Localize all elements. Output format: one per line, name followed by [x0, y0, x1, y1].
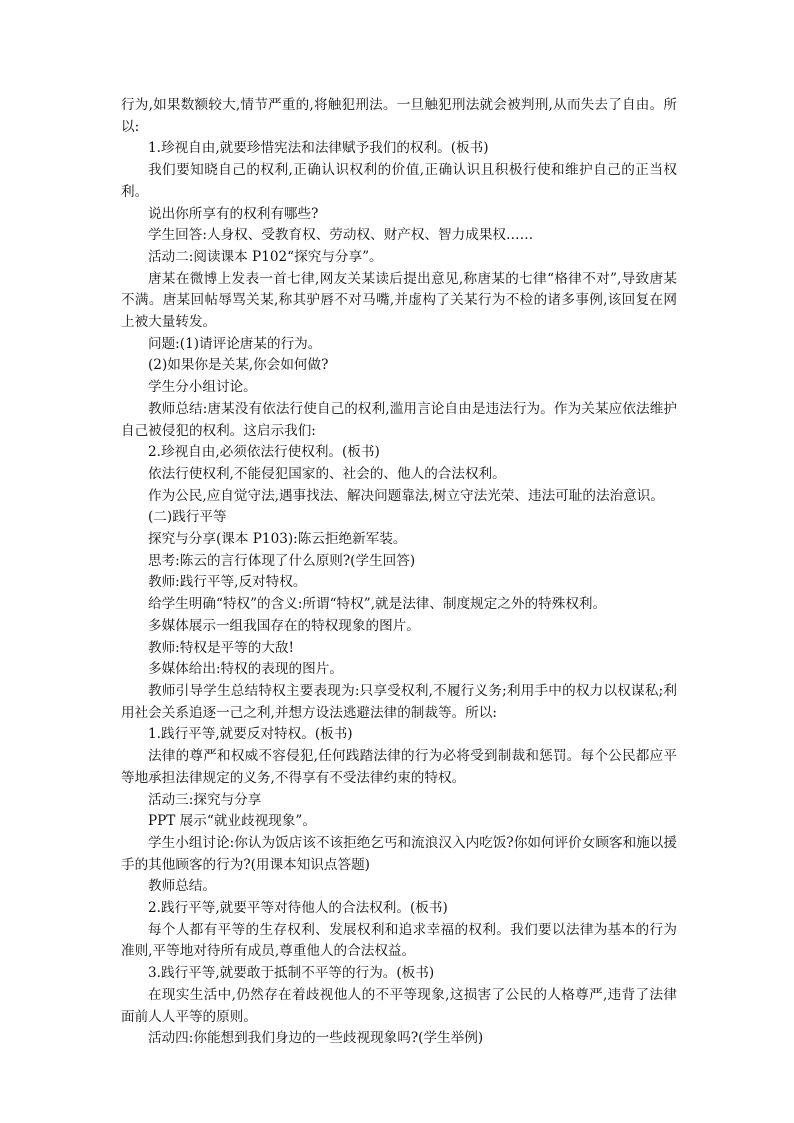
teacher-privilege-enemy: 教师:特权是平等的大敌! [148, 639, 294, 656]
board-heading-exercise-rights: 2.珍视自由,必须依法行使权利。(板书) [148, 444, 380, 461]
question-two: (2)如果你是关某,你会如何做? [148, 357, 329, 374]
paragraph-not-infringe: 依法行使权利,不能侵犯国家的、社会的、他人的合法权利。 [148, 465, 506, 482]
board-heading-cherish-freedom-rights: 1.珍视自由,就要珍惜宪法和法律赋予我们的权利。(板书) [148, 140, 489, 157]
case-tang-paragraph: 唐某在微博上发表一首七律,网友关某读后提出意见,称唐某的七律“格律不对”,导致唐某不满。唐某回帖辱骂关某,称其驴唇不对马嘴,并虚构了关某行为不检的诸多事例,该回复在网上被大量转发。 [121, 270, 677, 331]
paragraph-discrimination-reality: 在现实生活中,仍然存在着歧视他人的不平等现象,这损害了公民的人格尊严,违背了法律面前人人平等的原则。 [121, 986, 677, 1025]
teacher-summary-tang: 教师总结:唐某没有依法行使自己的权利,滥用言论自由是违法行为。作为关某应依法维护自己被侵犯的权利。这启示我们: [121, 400, 677, 439]
question-rights: 说出你所享有的权利有哪些? [148, 205, 319, 222]
paragraph-know-rights: 我们要知晓自己的权利,正确认识权利的价值,正确认识且积极行使和维护自己的正当权利。 [121, 162, 677, 200]
activity-four-heading: 活动四:你能想到我们身边的一些歧视现象吗?(学生举例) [148, 1030, 484, 1047]
activity-three-heading: 活动三:探究与分享 [148, 791, 262, 808]
section-heading-equality: (二)践行平等 [148, 509, 227, 526]
explore-chenyun: 探究与分享(课本 P103):陈云拒绝新军装。 [148, 531, 407, 548]
group-discussion-restaurant: 学生小组讨论:你认为饭店该不该拒绝乞丐和流浪汉入内吃饭?你如何评价女顾客和施以援手的其他顾客的行为?(用课本知识点答题) [121, 834, 677, 873]
board-heading-equal-treatment: 2.践行平等,就要平等对待他人的合法权利。(板书) [148, 900, 448, 917]
think-chenyun: 思考:陈云的言行体现了什么原则?(学生回答) [148, 552, 416, 569]
paragraph-equal-rights: 每个人都有平等的生存权利、发展权利和追求幸福的权利。我们要以法律为基本的行为准则,平等地对待所有成员,尊重他人的合法权益。 [121, 921, 677, 960]
media-privilege-images: 多媒体展示一组我国存在的特权现象的图片。 [148, 617, 420, 634]
paragraph-law-consequence: 行为,如果数额较大,情节严重的,将触犯刑法。一旦触犯刑法就会被判刑,从而失去了自由。所以: [121, 97, 677, 135]
ppt-employment-discrimination: PPT 展示“就业歧视现象”。 [148, 813, 316, 830]
group-discussion: 学生分小组讨论。 [148, 379, 257, 396]
student-answer-rights: 学生回答:人身权、受教育权、劳动权、财产权、智力成果权…… [148, 227, 534, 244]
teacher-summary: 教师总结。 [148, 878, 216, 895]
paragraph-citizen-law: 作为公民,应自觉守法,遇事找法、解决问题靠法,树立守法光荣、违法可耻的法治意识。 [148, 487, 664, 504]
privilege-manifestations: 教师引导学生总结特权主要表现为:只享受权利,不履行义务;利用手中的权力以权谋私;利用社会关系追逐一己之利,并想方设法逃避法律的制裁等。所以: [121, 682, 677, 721]
board-heading-resist-inequality: 3.践行平等,就要敢于抵制不平等的行为。(板书) [148, 965, 435, 982]
activity-two-heading: 活动二:阅读课本 P102“探究与分享”。 [148, 248, 383, 265]
media-privilege-forms: 多媒体给出:特权的表现的图片。 [148, 661, 343, 678]
teacher-oppose-privilege: 教师:践行平等,反对特权。 [148, 574, 307, 591]
question-one: 问题:(1)请评论唐某的行为。 [148, 335, 322, 352]
paragraph-law-dignity: 法律的尊严和权威不容侵犯,任何践踏法律的行为必将受到制裁和惩罚。每个公民都应平等地承担法律规定的义务,不得享有不受法律约束的特权。 [121, 748, 677, 786]
document-body [121, 95, 677, 1050]
board-heading-oppose-privilege: 1.践行平等,就要反对特权。(板书) [148, 726, 353, 743]
privilege-definition: 给学生明确“特权”的含义:所谓“特权”,就是法律、制度规定之外的特殊权利。 [148, 596, 607, 613]
